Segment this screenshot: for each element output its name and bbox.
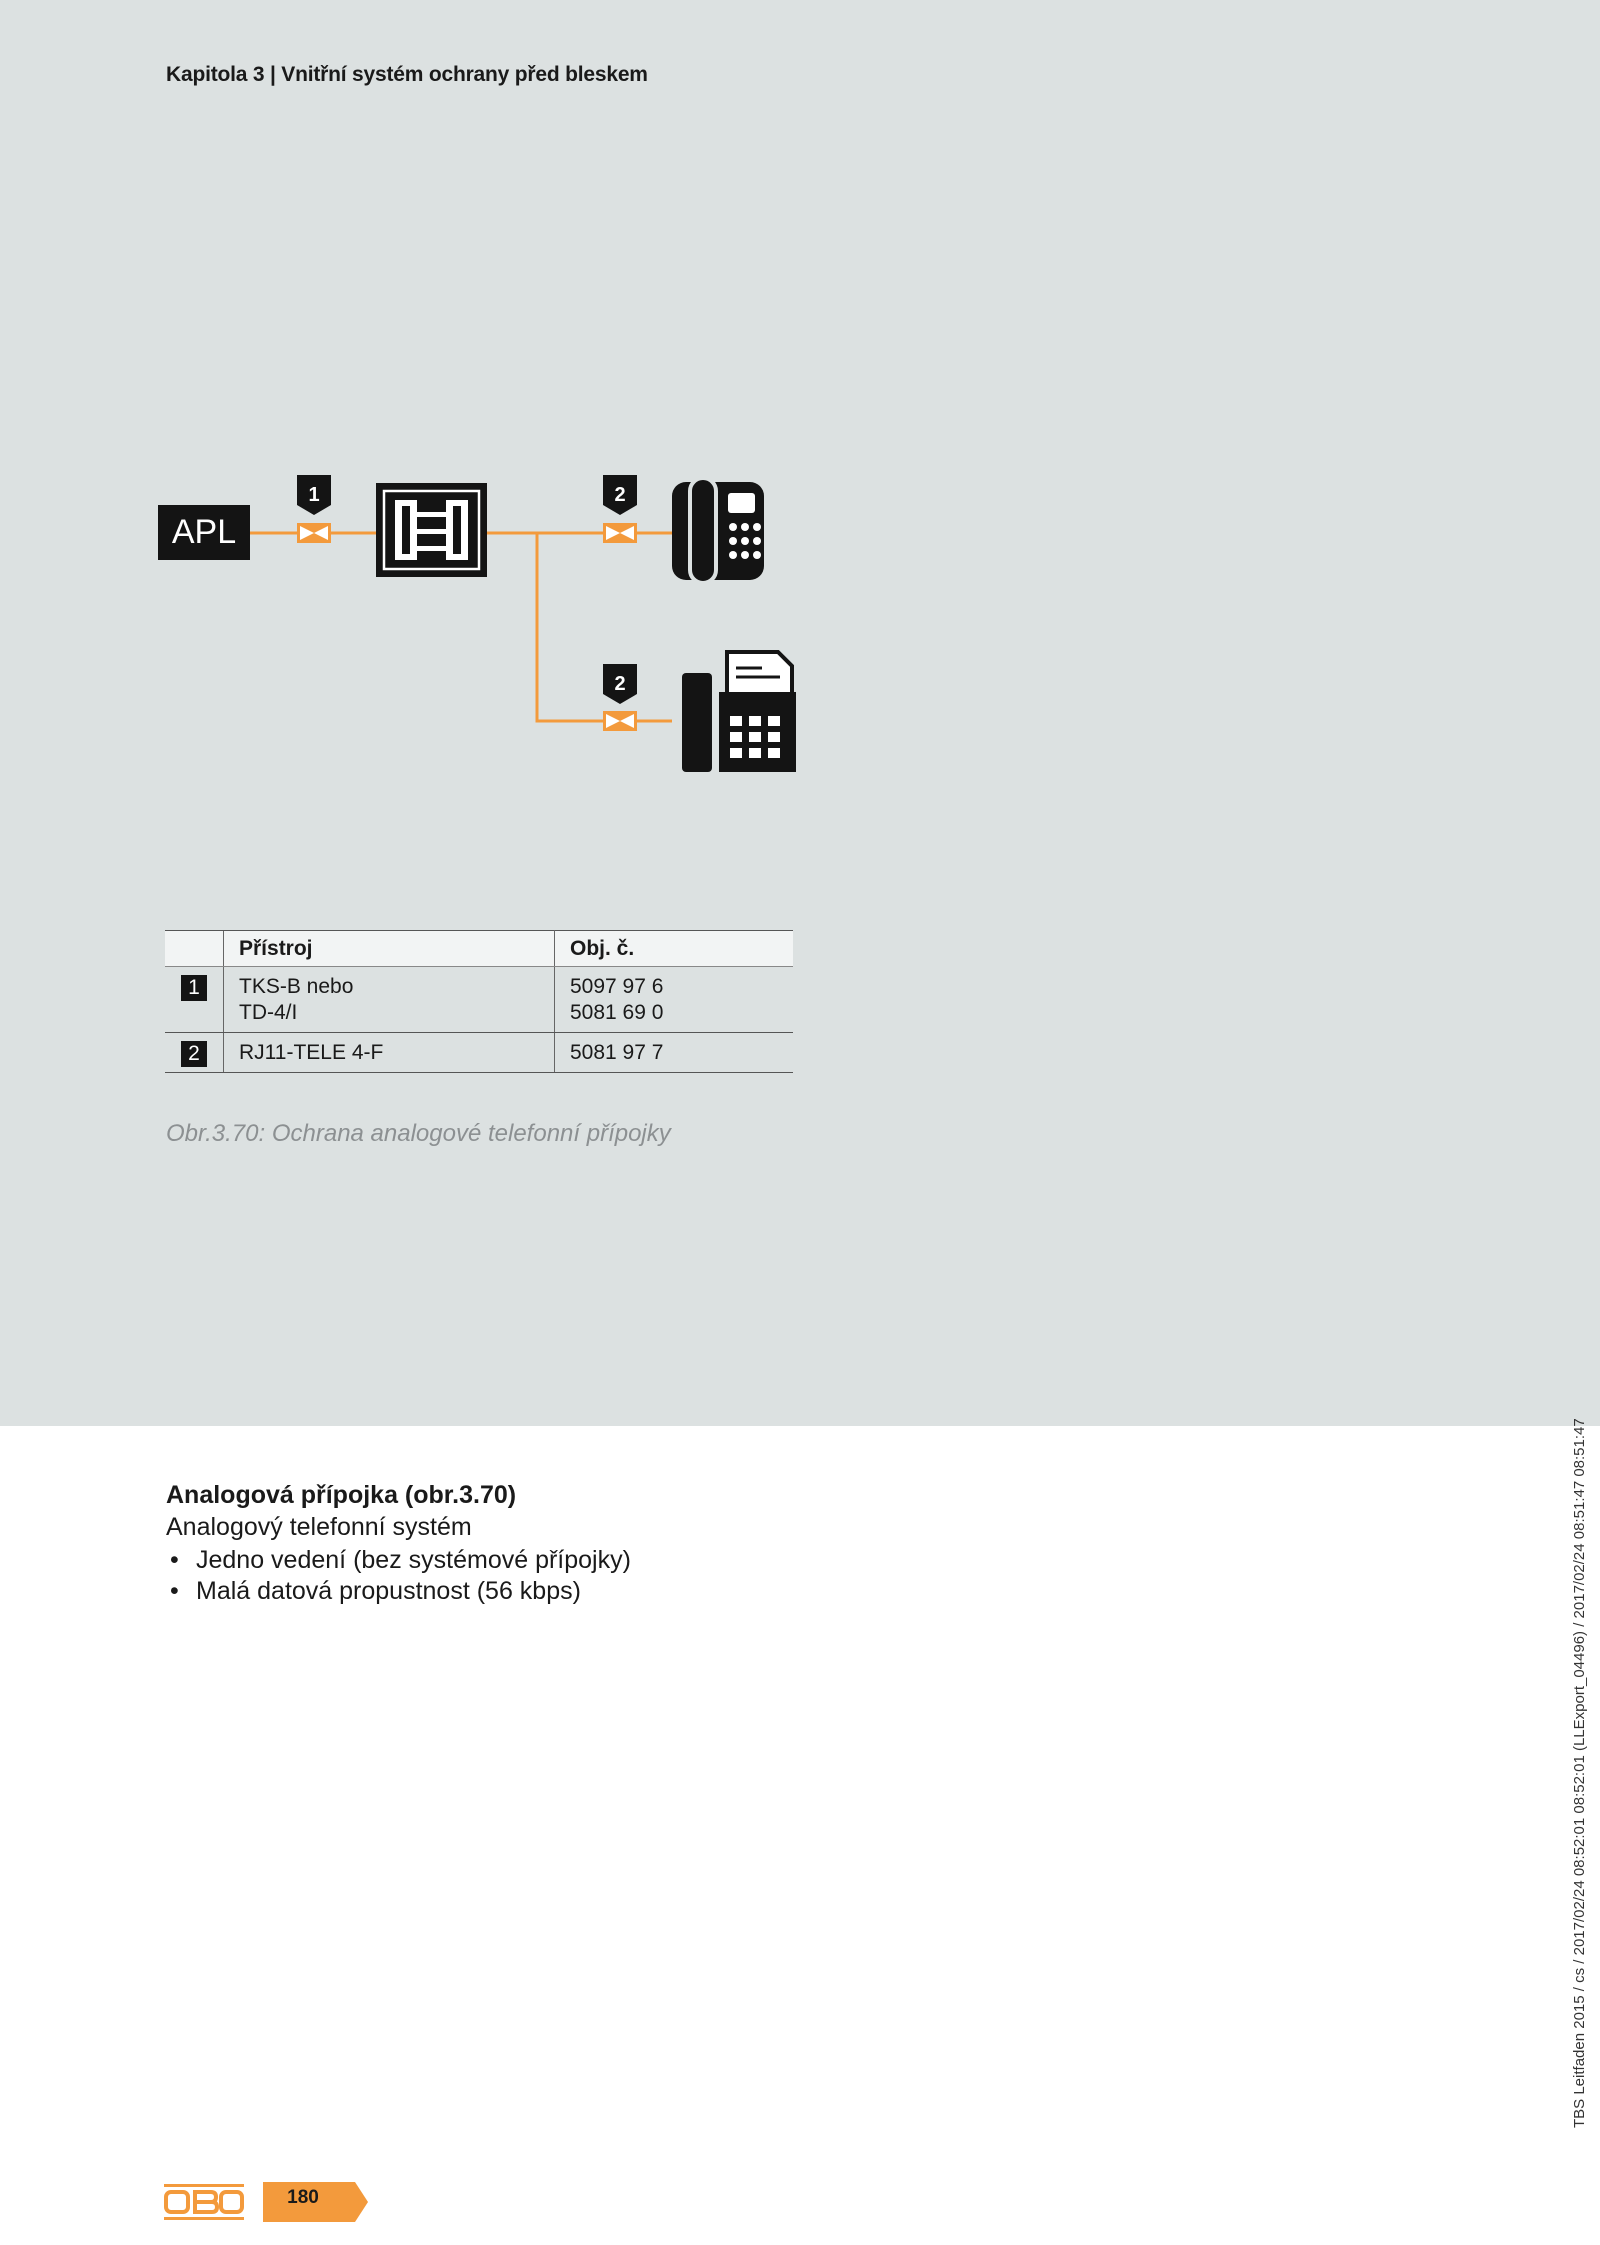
number-badge: 1 — [181, 975, 207, 1001]
order-number-cell — [555, 1033, 794, 1073]
column-header-order-number: Obj. č. — [555, 931, 794, 967]
marker-1 — [297, 475, 331, 515]
wiring-diagram — [0, 0, 1600, 900]
chapter-header: Kapitola 3 | Vnitřní systém ochrany před bleskem — [166, 63, 648, 86]
section-title: Analogová přípojka (obr.3.70) — [166, 1481, 517, 1509]
figure-caption: Obr.3.70: Ochrana analogové telefonní přípojky — [166, 1120, 671, 1147]
surge-protector-box-icon — [376, 483, 487, 577]
marker-2-fax — [603, 664, 637, 704]
page-number: 180 — [287, 2187, 319, 2208]
table-row — [165, 967, 793, 1033]
order-number-cell — [555, 967, 794, 1033]
parts-table — [165, 930, 793, 1073]
column-header-device: Přístroj — [224, 931, 555, 967]
surge-protector-symbol-2-fax — [603, 711, 637, 731]
column-header-number — [165, 931, 224, 967]
apl-label: APL — [171, 513, 237, 551]
bullet-list — [166, 1545, 631, 1607]
device-cell — [224, 1033, 555, 1073]
svg-text:2: 2 — [614, 673, 626, 695]
row-number-cell — [165, 1033, 224, 1073]
fax-machine-icon — [682, 652, 796, 772]
row-number-cell — [165, 967, 224, 1033]
list-item: • Malá datová propustnost (56 kbps) — [166, 1576, 631, 1607]
order-number: 5097 97 6 — [570, 975, 664, 998]
svg-text:2: 2 — [614, 484, 626, 506]
obo-logo — [164, 2184, 244, 2220]
surge-protector-symbol-2-phone — [603, 523, 637, 543]
order-number: 5081 97 7 — [570, 1041, 664, 1064]
telephone-icon — [672, 478, 764, 583]
side-note: TBS Leitfaden 2015 / cs / 2017/02/24 08:52:01 08:52:01 (LLExport_04496) / 2017/02/24 08:51:47 08:51:47 — [1571, 1418, 1588, 2128]
apl-box — [158, 505, 250, 560]
device-cell — [224, 967, 555, 1033]
table-header-row — [165, 931, 793, 967]
table-row — [165, 1033, 793, 1073]
surge-protector-symbol-1 — [297, 523, 331, 543]
device-name: TKS-B nebo — [239, 975, 354, 998]
marker-2-phone — [603, 475, 637, 515]
number-badge: 2 — [181, 1041, 207, 1067]
order-number: 5081 69 0 — [570, 1001, 664, 1024]
list-item: • Jedno vedení (bez systémové přípojky) — [166, 1545, 631, 1576]
device-name: TD-4/I — [239, 1001, 298, 1024]
device-name: RJ11-TELE 4-F — [239, 1041, 384, 1064]
section-subtitle: Analogový telefonní systém — [166, 1513, 472, 1541]
svg-text:1: 1 — [308, 484, 320, 506]
